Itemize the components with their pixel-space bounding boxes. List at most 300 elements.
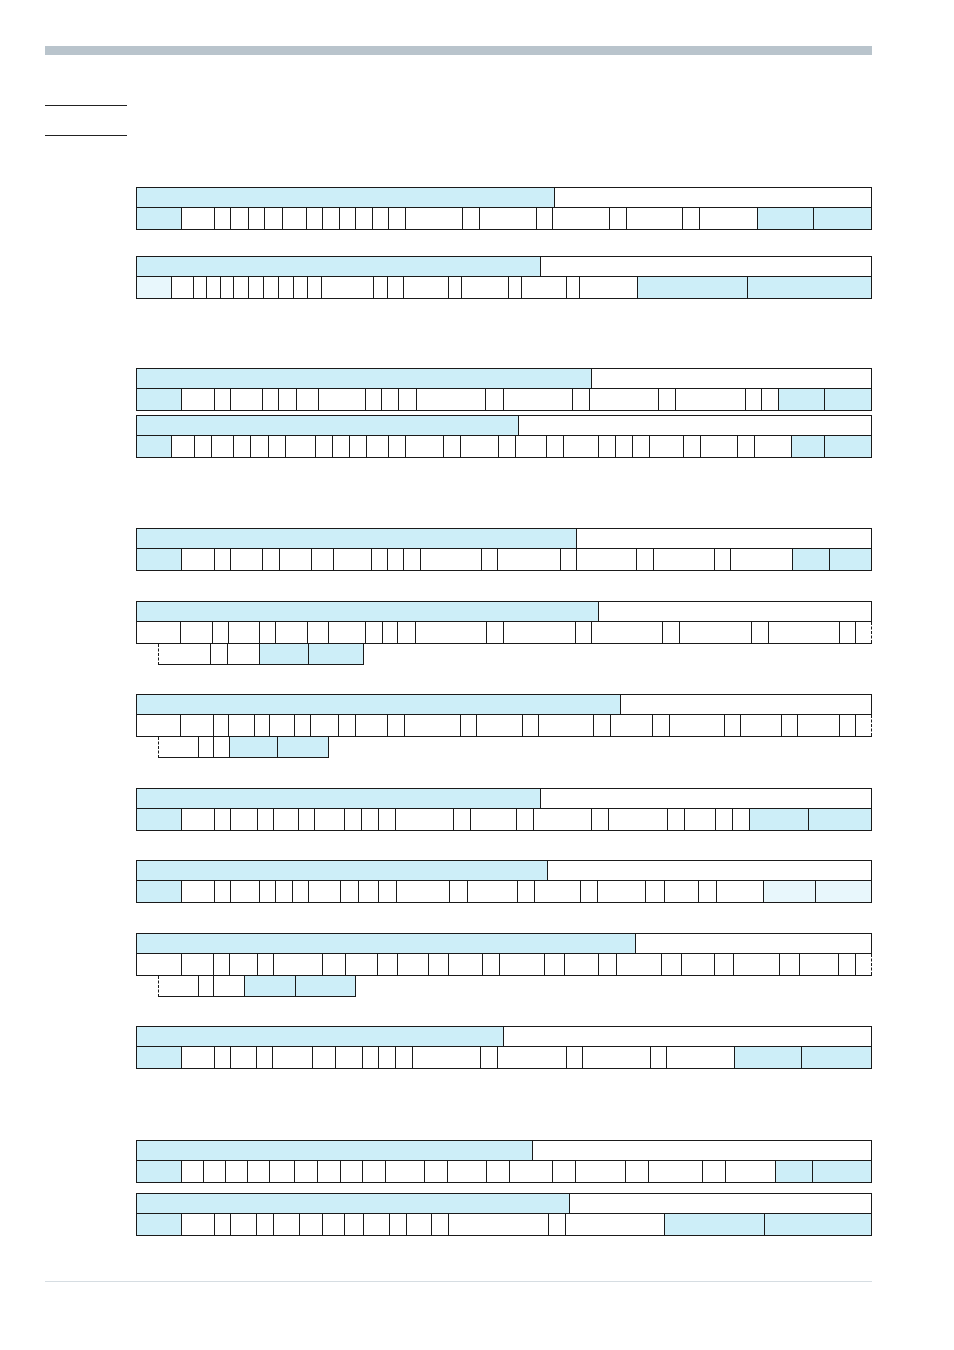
frame-header-empty	[519, 416, 871, 435]
frame-field-row	[136, 277, 872, 299]
frame-field-cell	[461, 436, 499, 457]
frame-field-cell	[793, 549, 830, 570]
frame-field-cell	[769, 622, 840, 643]
frame-header-empty	[592, 369, 871, 388]
frame-field-cell	[676, 389, 746, 410]
frame-field-cell	[448, 1161, 487, 1182]
frame-field-cell	[825, 436, 871, 457]
frame-field-cell	[182, 549, 215, 570]
frame-field-cell	[776, 1161, 813, 1182]
frame-field-cell	[249, 208, 265, 229]
frame-field-cell	[245, 976, 295, 996]
frame-field-cell	[316, 436, 333, 457]
frame-field-cell	[341, 881, 359, 902]
frame-field-cell	[181, 622, 213, 643]
frame-header-fill	[137, 529, 577, 548]
frame-field-cell	[388, 277, 404, 298]
frame-field-cell	[610, 208, 627, 229]
frame-field-cell	[413, 1047, 481, 1068]
frame-field-cell	[626, 1161, 649, 1182]
frame-field-cell	[318, 1161, 341, 1182]
frame-continuation-row	[158, 737, 329, 758]
frame-field-cell	[717, 881, 764, 902]
frame-field-cell	[567, 277, 580, 298]
frame-header	[136, 1140, 872, 1161]
header-bar	[45, 46, 872, 55]
frame-field-cell	[581, 881, 598, 902]
frame-field-cell	[172, 277, 194, 298]
frame-field-cell	[611, 715, 653, 736]
frame-header-empty	[533, 1141, 871, 1160]
frame-field-cell	[383, 622, 399, 643]
frame-field-cell	[404, 277, 449, 298]
frame-field-cell	[182, 1214, 215, 1235]
frame-field-cell	[683, 208, 700, 229]
frame-field-cell	[396, 1047, 413, 1068]
frame-field-cell	[226, 1161, 248, 1182]
frame-field-row	[136, 1214, 872, 1236]
frame-field-cell	[340, 208, 356, 229]
frame-field-cell	[323, 208, 340, 229]
frame-field-cell	[207, 277, 221, 298]
frame-field-cell	[830, 549, 871, 570]
frame-field-cell	[646, 881, 665, 902]
frame-field-cell	[214, 715, 230, 736]
frame-field-cell	[319, 389, 366, 410]
frame-diagram-9	[136, 860, 872, 903]
frame-field-cell	[461, 715, 478, 736]
frame-field-cell	[481, 1047, 498, 1068]
frame-diagram-7	[136, 694, 872, 758]
frame-header	[136, 1193, 872, 1214]
frame-diagram-13	[136, 1193, 872, 1236]
frame-field-cell	[404, 549, 421, 570]
frame-field-cell	[234, 277, 249, 298]
frame-field-cell	[230, 737, 277, 757]
frame-field-cell	[668, 809, 685, 830]
frame-field-cell	[764, 881, 816, 902]
frame-field-cell	[599, 436, 616, 457]
frame-diagram-12	[136, 1140, 872, 1183]
frame-field-cell	[840, 622, 857, 643]
frame-field-cell	[228, 644, 260, 664]
frame-diagram-8	[136, 788, 872, 831]
frame-field-cell	[576, 622, 593, 643]
frame-field-cell	[379, 1047, 396, 1068]
frame-field-cell	[792, 436, 825, 457]
frame-field-row	[136, 436, 872, 458]
frame-field-cell	[735, 1047, 802, 1068]
frame-field-cell	[398, 622, 416, 643]
frame-field-cell	[663, 622, 680, 643]
frame-field-cell	[416, 622, 487, 643]
frame-field-cell	[366, 389, 382, 410]
frame-field-cell	[195, 436, 212, 457]
frame-header-fill	[137, 1141, 533, 1160]
frame-field-cell	[553, 208, 610, 229]
frame-field-cell	[137, 622, 181, 643]
frame-header-fill	[137, 934, 636, 953]
frame-field-cell	[545, 954, 565, 975]
frame-field-cell	[322, 277, 374, 298]
frame-field-cell	[816, 881, 871, 902]
frame-field-cell	[517, 809, 534, 830]
frame-field-cell	[345, 1214, 364, 1235]
frame-field-cell	[752, 622, 769, 643]
frame-field-cell	[274, 954, 324, 975]
frame-field-cell	[278, 737, 328, 757]
frame-field-cell	[699, 881, 717, 902]
frame-field-cell	[378, 954, 398, 975]
frame-field-cell	[263, 389, 279, 410]
frame-field-cell	[231, 809, 258, 830]
frame-field-cell	[429, 954, 449, 975]
frame-field-cell	[255, 715, 271, 736]
frame-field-cell	[159, 737, 199, 757]
frame-header-empty	[541, 257, 871, 276]
frame-field-cell	[755, 436, 792, 457]
frame-field-cell	[386, 1161, 425, 1182]
frame-field-cell	[345, 809, 362, 830]
frame-diagram-6	[136, 601, 872, 665]
frame-field-cell	[561, 549, 577, 570]
frame-field-cell	[662, 954, 682, 975]
frame-field-cell	[231, 389, 263, 410]
frame-field-cell	[389, 208, 406, 229]
frame-field-cell	[182, 881, 215, 902]
frame-field-cell	[654, 549, 715, 570]
frame-field-cell	[283, 208, 307, 229]
frame-field-cell	[363, 1047, 379, 1068]
frame-header-empty	[621, 695, 871, 714]
frame-field-cell	[137, 389, 182, 410]
frame-field-cell	[257, 1214, 274, 1235]
frame-field-cell	[296, 976, 355, 996]
frame-field-cell	[231, 1214, 257, 1235]
frame-field-cell	[510, 1161, 553, 1182]
frame-field-cell	[182, 954, 215, 975]
frame-field-cell	[498, 549, 561, 570]
frame-field-cell	[248, 1161, 270, 1182]
frame-field-cell	[406, 436, 444, 457]
frame-field-cell	[839, 954, 856, 975]
frame-header	[136, 601, 872, 622]
frame-field-cell	[406, 208, 463, 229]
frame-field-cell	[733, 809, 750, 830]
frame-field-cell	[308, 277, 322, 298]
frame-field-cell	[425, 1161, 448, 1182]
frame-field-cell	[454, 809, 471, 830]
frame-field-cell	[535, 881, 581, 902]
frame-field-cell	[307, 208, 323, 229]
frame-field-cell	[315, 809, 345, 830]
frame-field-row	[136, 954, 872, 976]
frame-field-cell	[463, 208, 480, 229]
frame-field-cell	[323, 1214, 345, 1235]
frame-header-empty	[548, 861, 871, 880]
frame-field-cell	[746, 389, 762, 410]
frame-field-cell	[547, 436, 564, 457]
frame-field-cell	[230, 954, 258, 975]
frame-diagram-5	[136, 528, 872, 571]
frame-field-cell	[598, 881, 646, 902]
frame-field-cell	[417, 389, 486, 410]
frame-field-cell	[215, 549, 231, 570]
frame-field-cell	[444, 436, 461, 457]
frame-header-fill	[137, 861, 548, 880]
frame-field-cell	[159, 976, 199, 996]
frame-field-cell	[204, 1161, 226, 1182]
frame-diagram-4	[136, 415, 872, 458]
frame-field-cell	[341, 1161, 363, 1182]
frame-field-cell	[339, 715, 356, 736]
frame-field-row	[136, 715, 872, 737]
frame-field-cell	[214, 954, 230, 975]
frame-header	[136, 187, 872, 208]
frame-field-cell	[199, 737, 215, 757]
frame-diagram-3	[136, 368, 872, 411]
frame-field-cell	[231, 549, 263, 570]
frame-field-cell	[215, 208, 231, 229]
frame-field-cell	[814, 208, 871, 229]
frame-field-cell	[565, 954, 599, 975]
frame-field-cell	[263, 549, 280, 570]
frame-field-cell	[765, 1214, 871, 1235]
footer-rule	[45, 1281, 872, 1282]
frame-field-cell	[468, 881, 518, 902]
frame-field-cell	[367, 436, 389, 457]
frame-field-cell	[286, 436, 316, 457]
frame-continuation-row	[158, 976, 356, 997]
frame-header	[136, 415, 872, 436]
frame-header	[136, 528, 872, 549]
frame-field-cell	[366, 622, 383, 643]
frame-field-cell	[627, 208, 683, 229]
frame-field-cell	[231, 1047, 257, 1068]
frame-header-empty	[504, 1027, 871, 1046]
frame-diagram-1	[136, 187, 872, 230]
frame-field-cell	[504, 389, 573, 410]
frame-field-cell	[258, 954, 274, 975]
frame-header-fill	[137, 1194, 570, 1213]
frame-field-cell	[580, 277, 638, 298]
frame-field-cell	[251, 436, 269, 457]
frame-field-cell	[182, 809, 215, 830]
frame-field-cell	[518, 881, 535, 902]
frame-field-cell	[299, 809, 315, 830]
frame-field-cell	[137, 436, 172, 457]
frame-header-fill	[137, 257, 541, 276]
frame-field-cell	[537, 208, 553, 229]
frame-field-cell	[334, 549, 372, 570]
frame-field-cell	[462, 277, 509, 298]
frame-field-cell	[234, 436, 251, 457]
frame-field-cell	[264, 277, 279, 298]
frame-field-cell	[137, 954, 182, 975]
frame-header	[136, 860, 872, 881]
frame-field-cell	[213, 622, 229, 643]
frame-field-cell	[390, 1214, 407, 1235]
frame-field-cell	[748, 277, 871, 298]
frame-field-cell	[276, 881, 293, 902]
frame-field-cell	[374, 277, 388, 298]
frame-header-fill	[137, 602, 599, 621]
frame-field-cell	[280, 549, 312, 570]
frame-field-cell	[779, 389, 825, 410]
frame-field-cell	[356, 715, 388, 736]
frame-field-cell	[364, 1214, 390, 1235]
frame-field-cell	[716, 809, 733, 830]
frame-field-cell	[725, 715, 742, 736]
frame-field-cell	[181, 715, 213, 736]
frame-field-cell	[726, 1161, 776, 1182]
frame-field-cell	[680, 622, 752, 643]
frame-field-cell	[137, 277, 172, 298]
frame-field-cell	[840, 715, 857, 736]
frame-field-cell	[159, 644, 211, 664]
frame-field-cell	[137, 549, 182, 570]
frame-field-cell	[576, 1161, 626, 1182]
frame-field-cell	[295, 715, 311, 736]
frame-field-cell	[260, 622, 277, 643]
frame-field-cell	[449, 277, 462, 298]
frame-field-cell	[421, 549, 482, 570]
frame-field-cell	[566, 1214, 665, 1235]
frame-header-fill	[137, 1027, 504, 1046]
frame-header-empty	[555, 188, 871, 207]
frame-field-cell	[800, 954, 840, 975]
frame-field-cell	[137, 881, 182, 902]
frame-field-cell	[388, 715, 405, 736]
frame-field-cell	[229, 715, 255, 736]
frame-field-cell	[273, 1047, 313, 1068]
frame-field-cell	[682, 954, 716, 975]
frame-field-cell	[295, 1161, 318, 1182]
frame-field-cell	[731, 549, 793, 570]
frame-field-cell	[480, 208, 537, 229]
frame-header-empty	[636, 934, 871, 953]
frame-field-cell	[659, 389, 676, 410]
frame-field-cell	[665, 881, 699, 902]
frame-field-cell	[701, 436, 738, 457]
frame-field-cell	[231, 208, 249, 229]
frame-field-cell	[856, 622, 872, 643]
frame-header-fill	[137, 695, 621, 714]
frame-diagram-2	[136, 256, 872, 299]
frame-field-cell	[214, 737, 230, 757]
frame-field-cell	[539, 715, 594, 736]
frame-field-row	[136, 1161, 872, 1183]
frame-field-cell	[594, 715, 611, 736]
frame-header-empty	[570, 1194, 871, 1213]
frame-field-cell	[397, 881, 450, 902]
frame-field-cell	[758, 208, 814, 229]
frame-field-cell	[399, 389, 417, 410]
frame-field-cell	[665, 1214, 765, 1235]
frame-field-cell	[609, 809, 668, 830]
frame-field-cell	[312, 549, 334, 570]
frame-field-cell	[750, 809, 809, 830]
frame-field-cell	[270, 715, 295, 736]
frame-field-cell	[450, 881, 468, 902]
frame-field-cell	[398, 954, 430, 975]
frame-diagram-11	[136, 1026, 872, 1069]
frame-field-cell	[504, 622, 576, 643]
frame-field-cell	[782, 715, 799, 736]
frame-field-cell	[194, 277, 207, 298]
frame-field-cell	[482, 549, 498, 570]
frame-field-cell	[685, 809, 716, 830]
frame-field-cell	[356, 208, 373, 229]
frame-field-cell	[477, 715, 522, 736]
frame-field-cell	[249, 277, 264, 298]
frame-field-cell	[137, 809, 182, 830]
frame-field-cell	[798, 715, 839, 736]
frame-field-cell	[684, 436, 701, 457]
frame-field-cell	[269, 436, 286, 457]
frame-field-cell	[137, 715, 181, 736]
frame-field-cell	[549, 1214, 566, 1235]
frame-field-cell	[396, 809, 454, 830]
frame-field-cell	[137, 208, 182, 229]
frame-field-cell	[309, 881, 341, 902]
frame-field-cell	[379, 809, 396, 830]
frame-field-cell	[523, 715, 540, 736]
frame-field-row	[136, 881, 872, 903]
frame-field-cell	[638, 277, 748, 298]
frame-field-cell	[509, 277, 522, 298]
frame-field-cell	[372, 549, 388, 570]
frame-field-cell	[617, 954, 662, 975]
title-rule-top	[45, 105, 127, 106]
frame-field-cell	[279, 389, 297, 410]
frame-field-cell	[703, 1161, 726, 1182]
frame-field-cell	[229, 622, 260, 643]
frame-field-cell	[215, 881, 231, 902]
frame-field-cell	[309, 644, 363, 664]
frame-field-cell	[700, 208, 758, 229]
frame-field-cell	[373, 208, 389, 229]
frame-header-fill	[137, 789, 541, 808]
frame-field-cell	[211, 644, 228, 664]
frame-field-cell	[270, 1161, 295, 1182]
frame-field-cell	[257, 1047, 273, 1068]
frame-header	[136, 788, 872, 809]
frame-field-row	[136, 622, 872, 644]
frame-field-cell	[592, 809, 609, 830]
frame-field-cell	[856, 954, 872, 975]
frame-field-cell	[215, 1047, 231, 1068]
frame-field-cell	[592, 622, 663, 643]
frame-field-cell	[715, 954, 734, 975]
frame-header	[136, 933, 872, 954]
frame-header-empty	[599, 602, 871, 621]
frame-field-cell	[274, 1214, 300, 1235]
frame-field-cell	[279, 277, 294, 298]
frame-field-cell	[382, 389, 399, 410]
frame-field-cell	[483, 954, 500, 975]
frame-field-row	[136, 389, 872, 411]
frame-header-fill	[137, 188, 555, 207]
frame-field-cell	[137, 1047, 182, 1068]
frame-field-cell	[182, 389, 215, 410]
frame-field-cell	[432, 1214, 449, 1235]
frame-field-cell	[293, 881, 309, 902]
frame-header	[136, 256, 872, 277]
frame-field-cell	[487, 1161, 510, 1182]
frame-field-cell	[500, 954, 546, 975]
frame-field-cell	[534, 809, 592, 830]
